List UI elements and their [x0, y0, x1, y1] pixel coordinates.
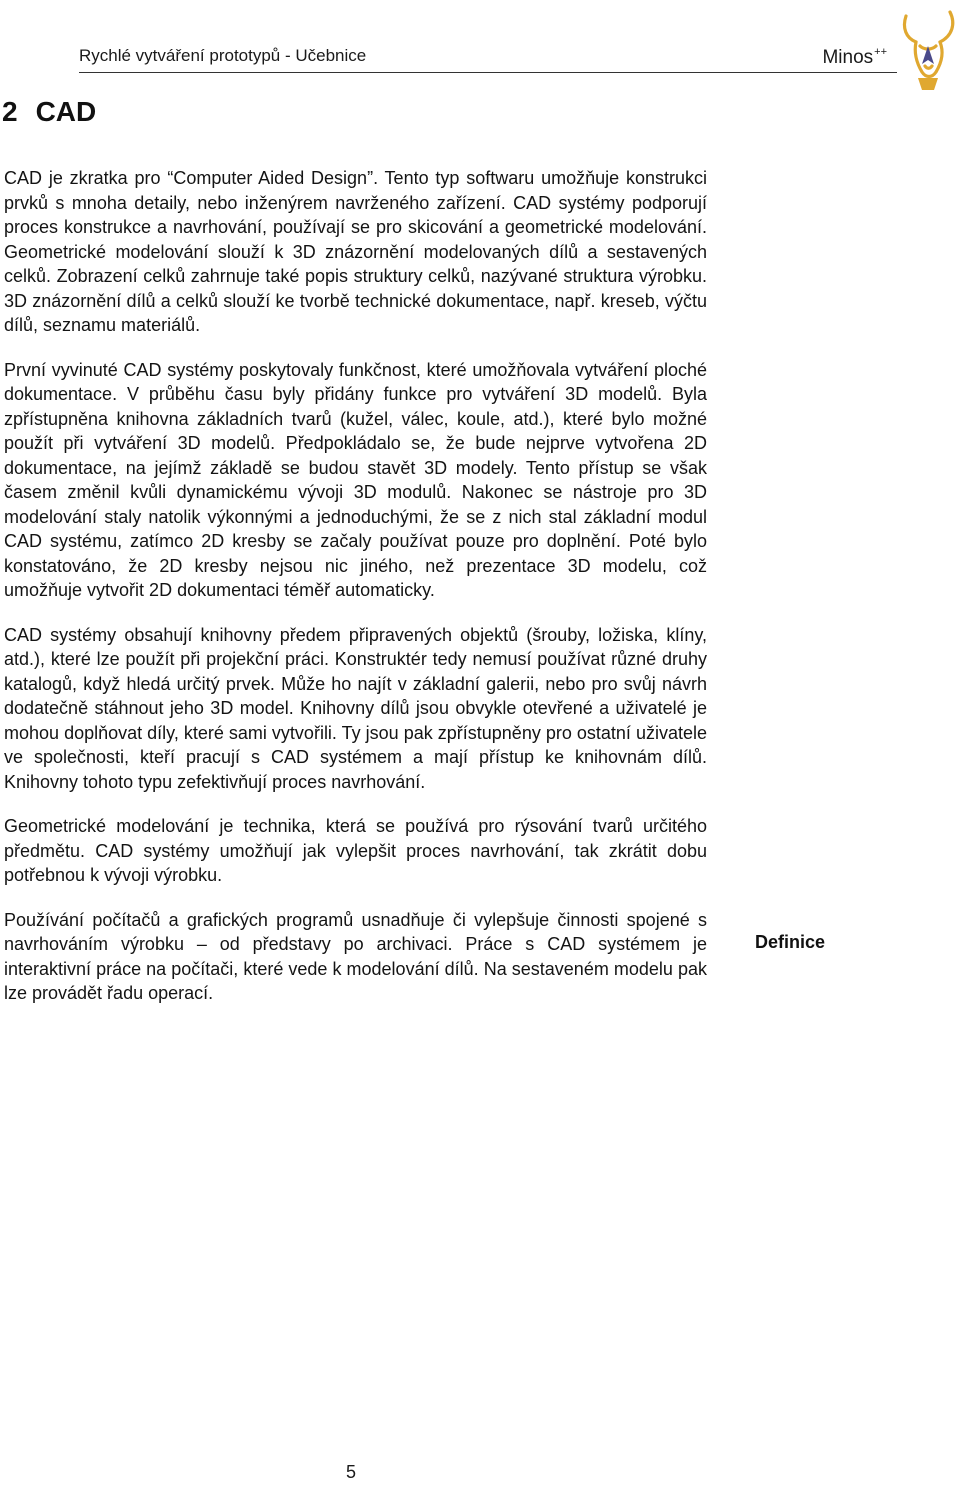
paragraph: Geometrické modelování je technika, která se používá pro rýsování tvarů určitého předmětu. CAD systémy umožňují jak vylepšit proces navrhování, tak zkrátit dobu potřebnou k vývoji výrobku.: [4, 816, 707, 885]
paragraph: CAD je zkratka pro “Computer Aided Design”. Tento typ softwaru umožňuje konstrukci prvků s mnoha detaily, nebo inženýrem navrženého zařízení. CAD systémy podporují proces konstrukce a navrhování, používají se pro skicování a geometrické modelování. Geometrické modelování slouží k 3D znázornění modelovaných dílů a sestavených celků. Zobrazení celků zahrnuje také popis struktury celků, nazývané struktura výrobku. 3D znázornění dílů a celků slouží ke tvorbě technické dokumentace, např. kreseb, výčtu dílů, seznamu materiálů.: [4, 168, 707, 335]
chapter-heading: [2, 96, 96, 128]
running-header-brand: [822, 46, 887, 69]
running-header-title: Rychlé vytváření prototypů - Učebnice: [79, 46, 367, 65]
paragraph: CAD systémy obsahují knihovny předem připravených objektů (šrouby, ložiska, klíny, atd.), které lze použít při projekční práci. Konstruktér tedy nemusí používat různé druhy katalogů, když hledá určitý prvek. Může ho najít v základní galerii, nebo pro svůj návrh dodatečně stáhnout jeho 3D model. Knihovny dílů jsou obvykle otevřené a uživatelé je mohou doplňovat díly, které sami vytvořili. Ty jsou pak zpřístupněny pro ostatní uživatele ve společnosti, kteří pracují s CAD systémem a mají přístup ke knihovnám dílů. Knihovny tohoto typu zefektivňují proces navrhování.: [4, 624, 707, 792]
header-divider: [79, 72, 897, 73]
margin-note-definition: Definice: [755, 932, 826, 952]
brand-name: Minos: [822, 47, 874, 68]
chapter-number: 2: [2, 96, 18, 127]
chapter-title: CAD: [35, 96, 97, 127]
paragraph: Používání počítačů a grafických programů usnadňuje či vylepšuje činnosti spojené s navrhováním výrobku – od představy po archivaci. Práce s CAD systémem je interaktivní práce na počítači, které vede k modelování dílů. Na sestaveném modelu pak lze provádět řadu operací.: [4, 909, 707, 1003]
paragraph: První vyvinuté CAD systémy poskytovaly funkčnost, které umožňovala vytváření ploché dokumentace. V průběhu času byly přidány funkce pro vytváření 3D modelů. Byla zpřístupněna knihovna základních tvarů (kužel, válec, koule, atd.), které bylo možné použít při vytváření 3D modelů. Předpokládalo se, že bude nejprve vytvořena 2D dokumentace, na jejímž základě se budou stavět 3D modely. Tento přístup se však časem změnil kvůli dynamickému vývoji 3D modulů. Nakonec se nástroje pro 3D modelování staly natolik výkonnými a jednoduchými, že se z nich stal základní modul CAD systému, zatímco 2D kresby se začaly používat pouze pro doplnění. Poté bylo konstatováno, že 2D kresby nejsou nic jiného, než prezentace 3D modelu, což umožňuje vytvořit 2D dokumentaci téměř automaticky.: [4, 359, 707, 600]
bull-head-logo-icon: [898, 6, 958, 94]
brand-superscript: ++: [874, 46, 887, 58]
page-number: 5: [346, 1462, 357, 1482]
body-text: [4, 166, 707, 1026]
